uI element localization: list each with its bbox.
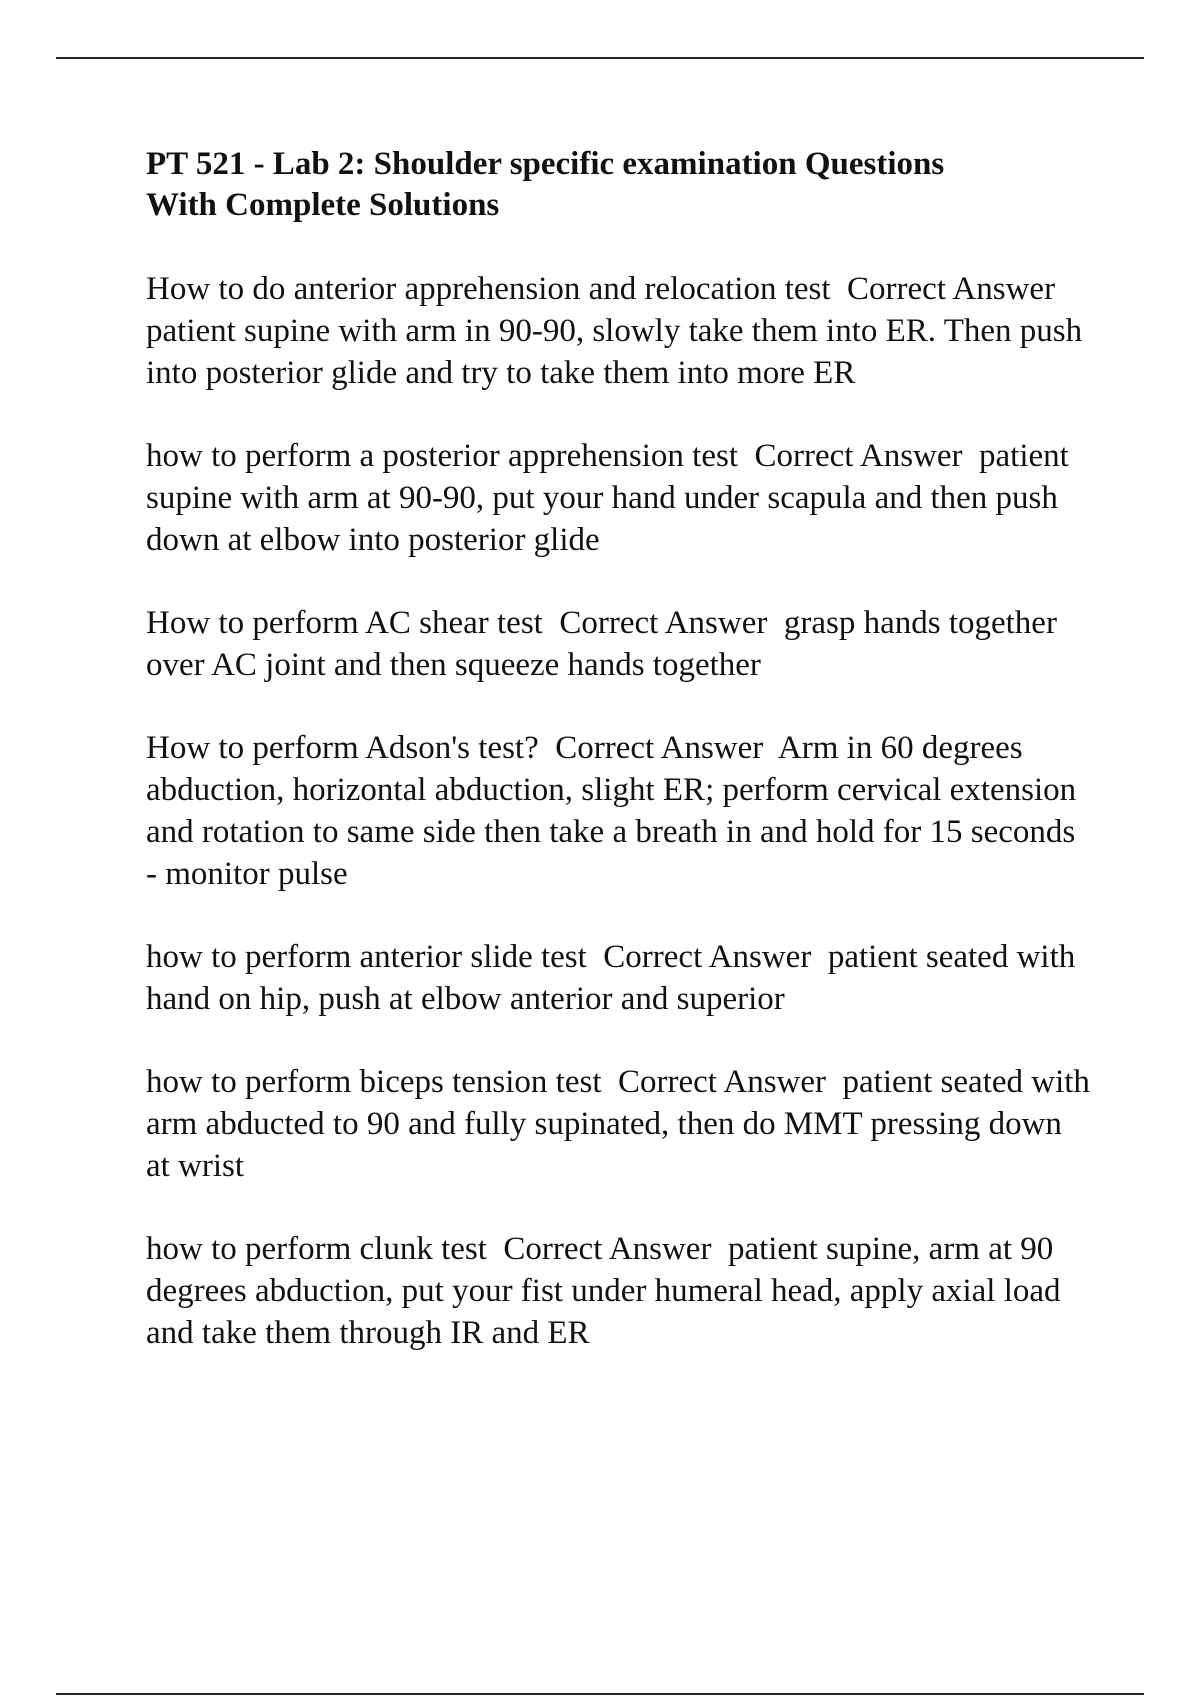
header-rule xyxy=(56,57,1144,59)
qa-item-4: How to perform Adson's test? Correct Answer Arm in 60 degrees abduction, horizontal abduction, slight ER; perform cervical extension and rotation to same side then take a breath in and hold for 15 seconds - monitor pulse xyxy=(146,730,1085,892)
document-title xyxy=(146,144,1091,226)
document-title-line1: PT 521 - Lab 2: Shoulder specific examination Questions xyxy=(146,146,945,182)
qa-item-3: How to perform AC shear test Correct Answer grasp hands together over AC joint and then squeeze hands together xyxy=(146,605,1066,683)
qa-item-7: how to perform clunk test Correct Answer patient supine, arm at 90 degrees abduction, put your fist under humeral head, apply axial load and take them through IR and ER xyxy=(146,1231,1069,1351)
qa-item-2: how to perform a posterior apprehension test Correct Answer patient supine with arm at 90-90, put your hand under scapula and then push down at elbow into posterior glide xyxy=(146,438,1078,558)
qa-item-1: How to do anterior apprehension and relocation test Correct Answer patient supine with arm in 90-90, slowly take them into ER. Then push into posterior glide and try to take them into more ER xyxy=(146,271,1091,391)
document-title-line2: With Complete Solutions xyxy=(146,187,500,223)
qa-list xyxy=(146,268,1099,1354)
document-body xyxy=(146,144,1099,1395)
qa-item-6: how to perform biceps tension test Correct Answer patient seated with arm abducted to 90 and fully supinated, then do MMT pressing down at wrist xyxy=(146,1064,1099,1184)
footer-rule xyxy=(56,1693,1144,1695)
qa-item-5: how to perform anterior slide test Correct Answer patient seated with hand on hip, push at elbow anterior and superior xyxy=(146,939,1084,1017)
